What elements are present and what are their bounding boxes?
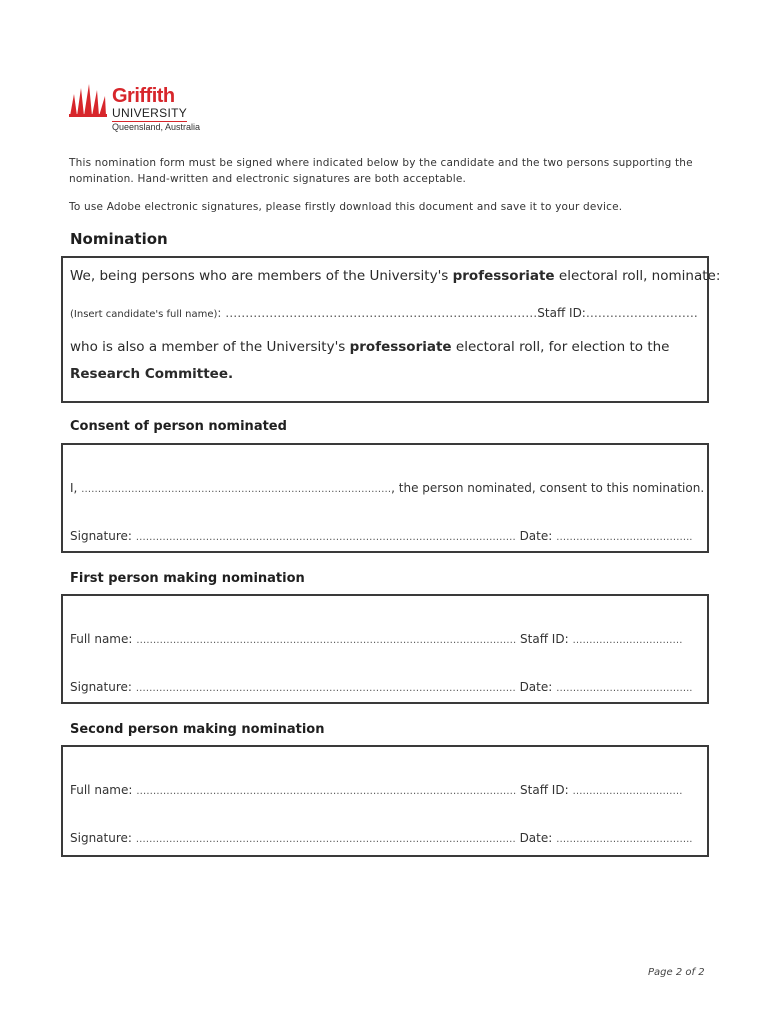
griffith-emblem-icon — [68, 84, 110, 118]
consent-i-prefix: I, — [70, 481, 82, 495]
professoriate-bold-2: professoriate — [349, 339, 452, 355]
first-signature-field[interactable] — [70, 680, 692, 694]
logo-location: Queensland, Australia — [112, 122, 201, 132]
candidate-name-dots: : …………………………………………………………………… — [217, 306, 538, 320]
nomination-line-1-prefix: We, being persons who are members of the University's — [70, 268, 453, 284]
first-staff-id-dots: …………………………… — [572, 635, 683, 646]
nomination-line-3 — [70, 339, 669, 355]
griffith-logo — [68, 84, 208, 134]
first-fullname-label: Full name: — [70, 632, 137, 646]
nomination-heading: Nomination — [70, 230, 168, 248]
first-signature-label: Signature: — [70, 680, 136, 694]
nomination-line-3-prefix: who is also a member of the University's — [70, 339, 350, 355]
consent-heading: Consent of person nominated — [70, 419, 287, 434]
second-signature-field[interactable] — [70, 831, 692, 845]
consent-signature-field[interactable] — [70, 529, 692, 543]
first-person-heading: First person making nomination — [70, 571, 305, 586]
second-staff-id-label: Staff ID: — [516, 783, 573, 797]
consent-signature-label: Signature: — [70, 529, 136, 543]
research-committee-bold: Research Committee. — [70, 366, 234, 382]
nomination-staff-id-dots: ………………………. — [585, 306, 698, 320]
first-fullname-dots: …………………………………………………………………………………………………… — [136, 635, 517, 646]
first-fullname-field[interactable] — [70, 632, 682, 646]
candidate-name-field[interactable] — [70, 306, 698, 320]
first-staff-id-label: Staff ID: — [516, 632, 573, 646]
consent-signature-dots: …………………………………………………………………………………………………… — [135, 532, 516, 543]
nomination-line-1 — [70, 268, 720, 284]
candidate-name-label: (Insert candidate's full name) — [70, 309, 218, 320]
research-committee-text — [70, 366, 233, 382]
nomination-staff-id-label: Staff ID: — [537, 306, 586, 320]
first-date-label: Date: — [515, 680, 557, 694]
professoriate-bold-1: professoriate — [452, 268, 555, 284]
second-fullname-dots: …………………………………………………………………………………………………… — [136, 786, 517, 797]
intro-paragraph-1: This nomination form must be signed where indicated below by the candidate and the two persons supporting the nomination. Hand-written and electronic signatures are both acceptable. — [69, 157, 693, 185]
page-number: Page 2 of 2 — [648, 967, 705, 978]
nomination-line-1-suffix: electoral roll, nominate: — [554, 268, 721, 284]
nomination-line-3-suffix: electoral roll, for election to the — [451, 339, 670, 355]
consent-date-dots: ………………………………….. — [556, 532, 693, 543]
consent-statement: , the person nominated, consent to this nomination. — [391, 481, 705, 495]
second-person-heading: Second person making nomination — [70, 722, 325, 737]
first-signature-dots: …………………………………………………………………………………………………… — [135, 683, 516, 694]
consent-name-dots: ………………………………………………………………………………… — [81, 484, 392, 495]
consent-date-label: Date: — [515, 529, 557, 543]
second-date-label: Date: — [515, 831, 557, 845]
second-fullname-field[interactable] — [70, 783, 682, 797]
second-date-dots: ………………………………….. — [556, 834, 693, 845]
intro-paragraph-2: To use Adobe electronic signatures, please firstly download this document and save it to your device. — [69, 201, 623, 213]
second-signature-label: Signature: — [70, 831, 136, 845]
logo-name: Griffith — [112, 85, 175, 107]
second-staff-id-dots: …………………………… — [572, 786, 683, 797]
consent-name-field[interactable] — [70, 481, 704, 495]
logo-university: UNIVERSITY — [112, 106, 188, 120]
second-signature-dots: …………………………………………………………………………………………………… — [135, 834, 516, 845]
second-fullname-label: Full name: — [70, 783, 137, 797]
first-date-dots: ………………………………….. — [556, 683, 693, 694]
